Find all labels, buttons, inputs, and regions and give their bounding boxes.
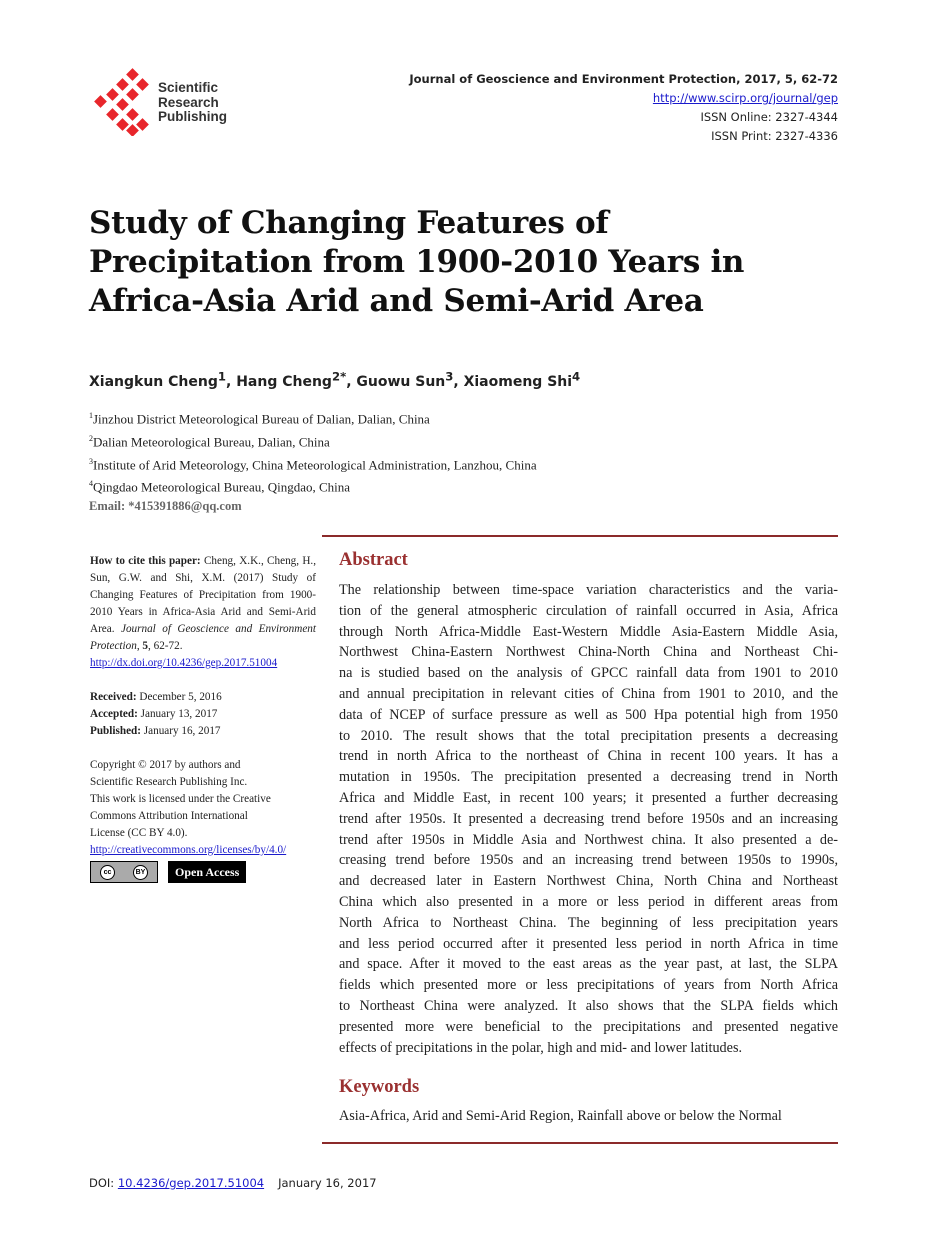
cc-by-badge-icon[interactable]: cc BY	[90, 861, 158, 883]
abstract-line: China which also presented in a more or less period in different areas from	[339, 893, 838, 910]
abstract-line: and less period occurred after it presented less period in north Africa in time	[339, 935, 838, 952]
journal-info	[409, 70, 838, 146]
publisher-name	[158, 81, 227, 125]
author: Hang Cheng$^{2*}$,	[236, 369, 357, 390]
author: Xiaomeng Shi$^4$	[463, 369, 581, 390]
author-list	[89, 369, 580, 390]
abstract-line: trend after 1950s. It presented a decreasing trend before 1950s and an increasing	[339, 810, 838, 827]
affiliation: $^4$Qingdao Meteorological Bureau, Qingdao, China	[89, 479, 351, 495]
publisher-line: Publishing	[158, 109, 227, 124]
abstract-line: trend after 1950s in Middle Asia and Northwest china. It also presented a de-	[339, 831, 838, 848]
paper-title: Study of Changing Features of Precipitation from 1900-2010 Years in Africa-Asia Arid and Semi-Arid Area	[89, 205, 745, 319]
received-date: Received: December 5, 2016	[90, 691, 222, 703]
keywords-heading: Keywords	[339, 1077, 420, 1097]
affiliation: $^1$Jinzhou District Meteorological Bureau of Dalian, Dalian, China	[89, 411, 430, 427]
affiliations	[89, 406, 537, 517]
affiliation: $^3$Institute of Arid Meteorology, China Meteorological Administration, Lanzhou, China	[89, 456, 537, 472]
journal-url-link[interactable]: http://www.scirp.org/journal/gep	[652, 91, 838, 105]
abstract-heading: Abstract	[339, 550, 408, 570]
abstract-line: effects of precipitations in the polar, high and mid- and lower latitudes.	[339, 1039, 743, 1056]
abstract-line: through North Africa-Middle East-Western Middle Asia-Eastern Middle Asia,	[339, 623, 838, 640]
affiliation: $^2$Dalian Meteorological Bureau, Dalian, China	[89, 433, 330, 450]
doi-link[interactable]: 10.4236/gep.2017.51004	[117, 1176, 265, 1190]
author: Guowu Sun$^3$,	[356, 369, 464, 390]
accepted-date: Accepted: January 13, 2017	[90, 708, 218, 720]
author: Xiangkun Cheng$^1$,	[89, 369, 237, 390]
keywords-section	[339, 1077, 782, 1125]
abstract-line: and decreased later in Eastern Northwest China, North China and Northeast	[339, 873, 838, 890]
footer: DOI: 10.4236/gep.2017.51004 January 16, 2017	[89, 1176, 377, 1190]
abstract-line: tion of the general atmospheric circulation of rainfall occurred in Asia, Africa	[339, 602, 838, 619]
publisher-logo-icon	[92, 68, 152, 136]
abstract-line: The relationship between time-space variation characteristics and the varia-	[339, 582, 838, 598]
keywords-text: Asia-Africa, Arid and Semi-Arid Region, Rainfall above or below the Normal	[339, 1108, 782, 1124]
citation-sidebar	[90, 553, 316, 883]
divider	[322, 535, 838, 537]
abstract-line: mutation in 1950s. The precipitation presented a decreasing trend in North	[339, 769, 838, 786]
abstract-line: na is studied based on the analysis of GPCC rainfall data from 1901 to 2010	[339, 665, 838, 682]
citation-doi-link[interactable]: http://dx.doi.org/10.4236/gep.2017.51004	[90, 657, 278, 669]
abstract-line: presented more were beneficial to the precipitations and presented negative	[339, 1018, 838, 1035]
footer-date: January 16, 2017	[278, 1176, 377, 1190]
abstract-line: trend in north Africa to the northeast of China in recent 100 years. It has a	[339, 748, 838, 765]
abstract-line: North Africa to Northeast China. The beginning of less precipitation years	[339, 914, 838, 931]
open-access-badge: Open Access	[168, 861, 246, 883]
published-date: Published: January 16, 2017	[90, 725, 221, 737]
abstract-text	[339, 580, 838, 1058]
abstract-line: and space. After it moved to the east areas as the year past, at last, the SLPA	[339, 956, 838, 973]
publisher-line: Scientific	[158, 80, 219, 95]
email: Email: *415391886@qq.com	[89, 499, 242, 514]
issn-online: ISSN Online: 2327-4344	[700, 110, 838, 124]
abstract-section	[339, 550, 838, 1058]
journal-title: Journal of Geoscience and Environment Protection, 2017, 5, 62-72	[409, 72, 838, 86]
abstract-line: data of NCEP of surface pressure as well as 500 Hpa potential high from 1950	[339, 706, 838, 723]
abstract-line: to 2010. The result shows that the total precipitation presents a decreasing	[339, 727, 838, 744]
how-to-cite: How to cite this paper: Cheng, X.K., Cheng, H., Sun, G.W. and Shi, X.M. (2017) Study of Changing Features of Precipitation from 1900-2010 Years in Africa-Asia Arid and Semi-Arid Area. Journal of Geoscience and Environment Protection, 5, 62-72. http://dx.doi.org/10.4236/gep.2017.51004	[90, 555, 316, 669]
issn-print: ISSN Print: 2327-4336	[711, 129, 838, 143]
abstract-line: to Northeast China were analyzed. It also shows that the SLPA fields which	[339, 997, 838, 1014]
abstract-line: fields which presented more or less precipitations of years from North Africa	[339, 977, 838, 994]
abstract-line: and annual precipitation in relevant cities of China from 1901 to 2010, and the	[339, 685, 838, 702]
abstract-line: Northwest China-Eastern Northwest China-North China and Northeast Chi-	[339, 644, 838, 661]
publisher-line: Research	[158, 94, 219, 110]
abstract-line: Africa and Middle East, in recent 100 years; it presented a further decreasing	[339, 789, 838, 806]
abstract-line: creasing trend before 1950s and an increasing trend between 1950s to 1990s,	[339, 852, 838, 869]
license-link[interactable]: http://creativecommons.org/licenses/by/4.0/	[90, 844, 287, 856]
divider	[322, 1142, 838, 1144]
copyright: Copyright © 2017 by authors and Scientific Research Publishing Inc. This work is licensed under the Creative Commons Attribution International License (CC BY 4.0).	[90, 759, 271, 839]
